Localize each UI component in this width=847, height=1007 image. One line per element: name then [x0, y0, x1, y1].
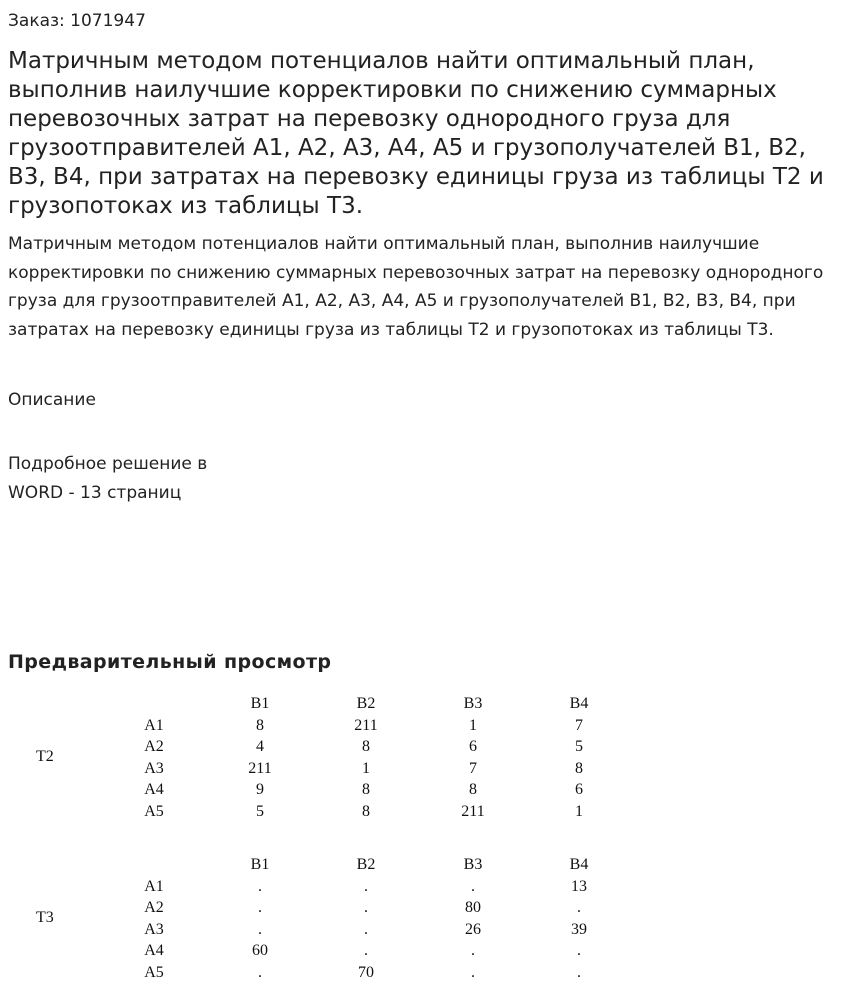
description-label: Описание	[8, 390, 96, 410]
table-cell: .	[364, 877, 368, 895]
table-header-row	[0, 693, 640, 715]
table-cell: 70	[358, 963, 374, 981]
table-cell: .	[364, 899, 368, 916]
table-cell: 1	[575, 802, 583, 820]
table-cell: .	[577, 963, 581, 981]
table-cell: .	[364, 942, 368, 959]
table-cell: 60	[252, 942, 268, 959]
table-cell: 8	[362, 738, 370, 755]
table-row	[0, 940, 640, 962]
column-header: B2	[356, 856, 376, 873]
table-cell: .	[577, 899, 581, 916]
preview-title: Предварительный просмотр	[8, 651, 332, 673]
table-cell: 5	[575, 738, 583, 755]
column-header: B3	[463, 856, 483, 873]
table-cell: .	[471, 942, 475, 959]
row-label: A1	[144, 877, 164, 895]
table-cell: 211	[354, 716, 378, 734]
table-row	[0, 715, 640, 737]
column-header: B1	[250, 695, 270, 712]
row-label: A3	[144, 920, 164, 938]
table-row	[0, 758, 640, 780]
table-cell: 8	[256, 716, 264, 734]
table-cell: 39	[571, 920, 587, 938]
table-row	[0, 801, 640, 823]
column-header: B1	[250, 856, 270, 873]
table-row	[0, 779, 640, 801]
column-header: B3	[463, 695, 483, 712]
table-row	[0, 897, 640, 919]
column-header: B4	[569, 695, 589, 712]
table-cell: 211	[248, 759, 272, 777]
row-label: A4	[144, 942, 164, 959]
task-text: Матричным методом потенциалов найти оптимальный план, выполнив наилучшие корректировки по снижению суммарных перевозочных затрат на перевозку однородного груза для грузоотправителей A1, A2, A3, A4, A5 и грузополучателей B1, B2, B3, B4, при затратах на перевозку единицы груза из таблицы T2 и грузопотоках из таблицы T3.	[8, 234, 824, 340]
page-title: Матричным методом потенциалов найти оптимальный план, выполнив наилучшие корректировки по снижению суммарных перевозочных затрат на перевозку однородного груза для грузоотправителей A1, A2, A3, A4, A5 и грузополучателей B1, B2, B3, B4, при затратах на перевозку единицы груза из таблицы T2 и грузопотоках из таблицы T3.	[8, 48, 824, 219]
table-cell: 8	[362, 781, 370, 798]
order-number: Заказ: 1071947	[8, 11, 146, 31]
table-cell: 5	[256, 802, 264, 820]
row-label: A5	[144, 802, 164, 820]
table-cell: .	[471, 877, 475, 895]
table-cell: 7	[575, 716, 583, 734]
table-cell: .	[258, 920, 262, 938]
table-cell: 26	[465, 920, 481, 938]
row-label: A4	[144, 781, 164, 798]
table-cell: 9	[256, 781, 264, 798]
table-cell: 7	[469, 759, 477, 777]
table-cell: .	[364, 920, 368, 938]
table-header-row	[0, 854, 640, 876]
table-row	[0, 736, 640, 758]
table-cell: 1	[362, 759, 370, 777]
description-text: Подробное решение в WORD - 13 страниц	[8, 454, 208, 503]
table-cell: 6	[469, 738, 477, 755]
table-cell: 80	[465, 899, 481, 916]
table-cell: 6	[575, 781, 583, 798]
table-cell: 1	[469, 716, 477, 734]
table-cell: 8	[469, 781, 477, 798]
row-label: A3	[144, 759, 164, 777]
row-label: A5	[144, 963, 164, 981]
table-row	[0, 962, 640, 984]
row-label: A2	[144, 738, 164, 755]
row-label: A2	[144, 899, 164, 916]
column-header: B2	[356, 695, 376, 712]
table-cell: .	[258, 963, 262, 981]
table-cell: 8	[362, 802, 370, 820]
table-cell: .	[471, 963, 475, 981]
table-row	[0, 919, 640, 941]
table-row	[0, 876, 640, 898]
table-cell: 13	[571, 877, 587, 895]
table-label: T2	[36, 748, 54, 765]
row-label: A1	[144, 716, 164, 734]
table-cell: .	[577, 942, 581, 959]
table-cell: 8	[575, 759, 583, 777]
table-cell: 211	[461, 802, 485, 820]
table-cell: 4	[256, 738, 264, 755]
table-label: T3	[36, 909, 54, 926]
table-cell: .	[258, 877, 262, 895]
column-header: B4	[569, 856, 589, 873]
table-cell: .	[258, 899, 262, 916]
